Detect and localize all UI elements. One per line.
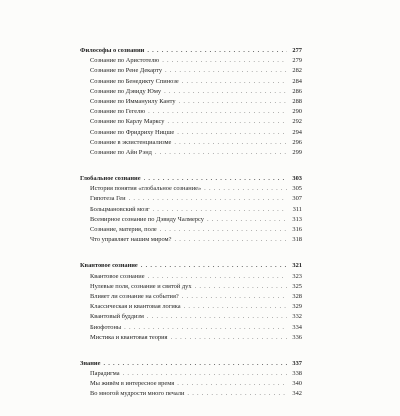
- entry-title: Сознание по Карлу Марксу: [90, 118, 165, 126]
- dot-leader: [174, 235, 287, 245]
- toc-entry[interactable]: [80, 379, 302, 389]
- entry-title: Сознание по Рене Декарту: [90, 67, 163, 75]
- entry-page-number: 342: [292, 390, 302, 398]
- entry-title: Сознание по Бенедикту Спинозе: [90, 77, 179, 85]
- dot-leader: [179, 97, 287, 107]
- dot-leader: [155, 148, 287, 158]
- section-heading[interactable]: [80, 261, 302, 271]
- dot-leader: [177, 128, 287, 138]
- dot-leader: [148, 107, 287, 117]
- entry-title: Квантовое сознание: [90, 272, 145, 280]
- toc-entry[interactable]: [80, 205, 302, 215]
- entry-title: Что управляет нашим миром?: [90, 236, 172, 244]
- toc-entry[interactable]: [80, 128, 302, 138]
- toc-entry[interactable]: [80, 225, 302, 235]
- entry-title: Квантовый буддизм: [90, 313, 144, 321]
- entry-page-number: 292: [292, 118, 302, 126]
- toc-entry[interactable]: [80, 97, 302, 107]
- toc-entry[interactable]: [80, 312, 302, 322]
- toc-entry[interactable]: [80, 66, 302, 76]
- dot-leader: [148, 272, 287, 282]
- dot-leader: [171, 333, 288, 343]
- dot-leader: [182, 292, 287, 302]
- entry-title: Нулевые поля, сознание и святой дух: [90, 282, 192, 290]
- section-heading[interactable]: [80, 174, 302, 184]
- dot-leader: [207, 215, 287, 225]
- dot-leader: [103, 359, 287, 369]
- entry-page-number: 338: [292, 370, 302, 378]
- toc-entry[interactable]: [80, 272, 302, 282]
- entry-page-number: 336: [292, 333, 302, 341]
- entry-page-number: 325: [292, 282, 302, 290]
- toc-section: [80, 46, 302, 158]
- toc-entry[interactable]: [80, 389, 302, 399]
- entry-page-number: 329: [292, 303, 302, 311]
- section-title: Философы о сознании: [80, 47, 145, 54]
- dot-leader: [187, 389, 287, 399]
- dot-leader: [153, 205, 288, 215]
- entry-page-number: 286: [292, 87, 302, 95]
- dot-leader: [160, 225, 287, 235]
- dot-leader: [195, 282, 287, 292]
- entry-title: Влияет ли сознание на события?: [90, 292, 179, 300]
- entry-page-number: 328: [292, 292, 302, 300]
- entry-page-number: 318: [292, 236, 302, 244]
- toc-entry[interactable]: [80, 292, 302, 302]
- entry-title: Парадигма: [90, 370, 120, 378]
- section-title: Глобальное сознание: [80, 175, 141, 183]
- entry-title: Сознание, материя, поле: [90, 226, 157, 233]
- toc-entry[interactable]: [80, 302, 302, 312]
- toc-entry[interactable]: [80, 87, 302, 97]
- entry-page-number: 311: [292, 205, 302, 213]
- entry-page-number: 307: [292, 195, 302, 203]
- entry-page-number: 340: [292, 380, 302, 388]
- entry-title: Биофотоны: [90, 323, 122, 331]
- dot-leader: [147, 312, 287, 322]
- toc-entry[interactable]: [80, 184, 302, 194]
- dot-leader: [165, 66, 287, 76]
- dot-leader: [144, 174, 287, 184]
- entry-title: Сознание по Гегелю: [90, 108, 146, 116]
- toc-section: [80, 174, 302, 245]
- toc-entry[interactable]: [80, 215, 302, 225]
- toc-entry[interactable]: [80, 194, 302, 204]
- entry-page-number: 288: [292, 97, 302, 105]
- section-heading[interactable]: [80, 359, 302, 369]
- entry-title: Мистика и квантовая теория: [90, 333, 168, 341]
- toc-entry[interactable]: [80, 148, 302, 158]
- entry-page-number: 282: [292, 67, 302, 75]
- dot-leader: [162, 56, 287, 66]
- dot-leader: [164, 87, 287, 97]
- entry-page-number: 316: [292, 226, 302, 233]
- toc-entry[interactable]: [80, 333, 302, 343]
- section-page-number: 303: [292, 175, 302, 183]
- entry-title: История понятия «глобальное сознание»: [90, 185, 202, 193]
- entry-title: Сознание по Дэвиду Юму: [90, 87, 162, 95]
- toc-section: [80, 261, 302, 343]
- section-title: Знание: [80, 359, 101, 367]
- dot-leader: [184, 302, 287, 312]
- toc-section: [80, 359, 302, 400]
- entry-page-number: 305: [292, 185, 302, 193]
- entry-page-number: 290: [292, 108, 302, 116]
- entry-page-number: 313: [292, 215, 302, 223]
- toc-entry[interactable]: [80, 235, 302, 245]
- dot-leader: [124, 323, 287, 333]
- table-of-contents: [80, 46, 302, 416]
- dot-leader: [123, 369, 287, 379]
- toc-entry[interactable]: [80, 369, 302, 379]
- entry-title: Гипотеза Геи: [90, 195, 126, 203]
- entry-page-number: 296: [292, 138, 302, 146]
- toc-entry[interactable]: [80, 56, 302, 66]
- dot-leader: [167, 117, 287, 127]
- dot-leader: [177, 379, 287, 389]
- entry-title: Мы живём в интересное время: [90, 380, 175, 388]
- entry-title: Сознание по Иммануилу Канту: [90, 97, 176, 105]
- entry-title: Сознание по Аристотелю: [90, 57, 160, 65]
- toc-entry[interactable]: [80, 323, 302, 333]
- entry-title: Всемирное сознание по Дэвиду Чалмерсу: [90, 215, 204, 223]
- toc-entry[interactable]: [80, 107, 302, 117]
- entry-page-number: 279: [292, 57, 302, 65]
- dot-leader: [129, 194, 287, 204]
- toc-entry[interactable]: [80, 77, 302, 87]
- section-page-number: 321: [292, 262, 302, 270]
- entry-page-number: 299: [292, 148, 302, 156]
- entry-page-number: 284: [292, 77, 302, 85]
- dot-leader: [147, 46, 287, 56]
- dot-leader: [204, 184, 287, 194]
- entry-title: Больцмановский мозг: [90, 205, 150, 213]
- entry-page-number: 334: [292, 323, 302, 331]
- toc-entry[interactable]: [80, 138, 302, 148]
- section-title: Квантовое сознание: [80, 262, 138, 270]
- entry-title: Классическая и квантовая логика: [90, 303, 181, 311]
- toc-entry[interactable]: [80, 282, 302, 292]
- entry-title: Сознание по Айн Рэнд: [90, 148, 152, 156]
- toc-entry[interactable]: [80, 117, 302, 127]
- section-page-number: 337: [292, 359, 302, 367]
- entry-title: Сознание по Фридриху Ницше: [90, 128, 175, 136]
- section-page-number: 277: [292, 47, 302, 54]
- dot-leader: [141, 261, 287, 271]
- entry-page-number: 294: [292, 128, 302, 136]
- section-heading[interactable]: [80, 46, 302, 56]
- entry-title: Во многой мудрости много печали: [90, 390, 185, 398]
- dot-leader: [174, 138, 287, 148]
- entry-title: Сознание в экзистенциализме: [90, 138, 172, 146]
- dot-leader: [182, 77, 287, 87]
- entry-page-number: 332: [292, 313, 302, 321]
- entry-page-number: 323: [292, 272, 302, 280]
